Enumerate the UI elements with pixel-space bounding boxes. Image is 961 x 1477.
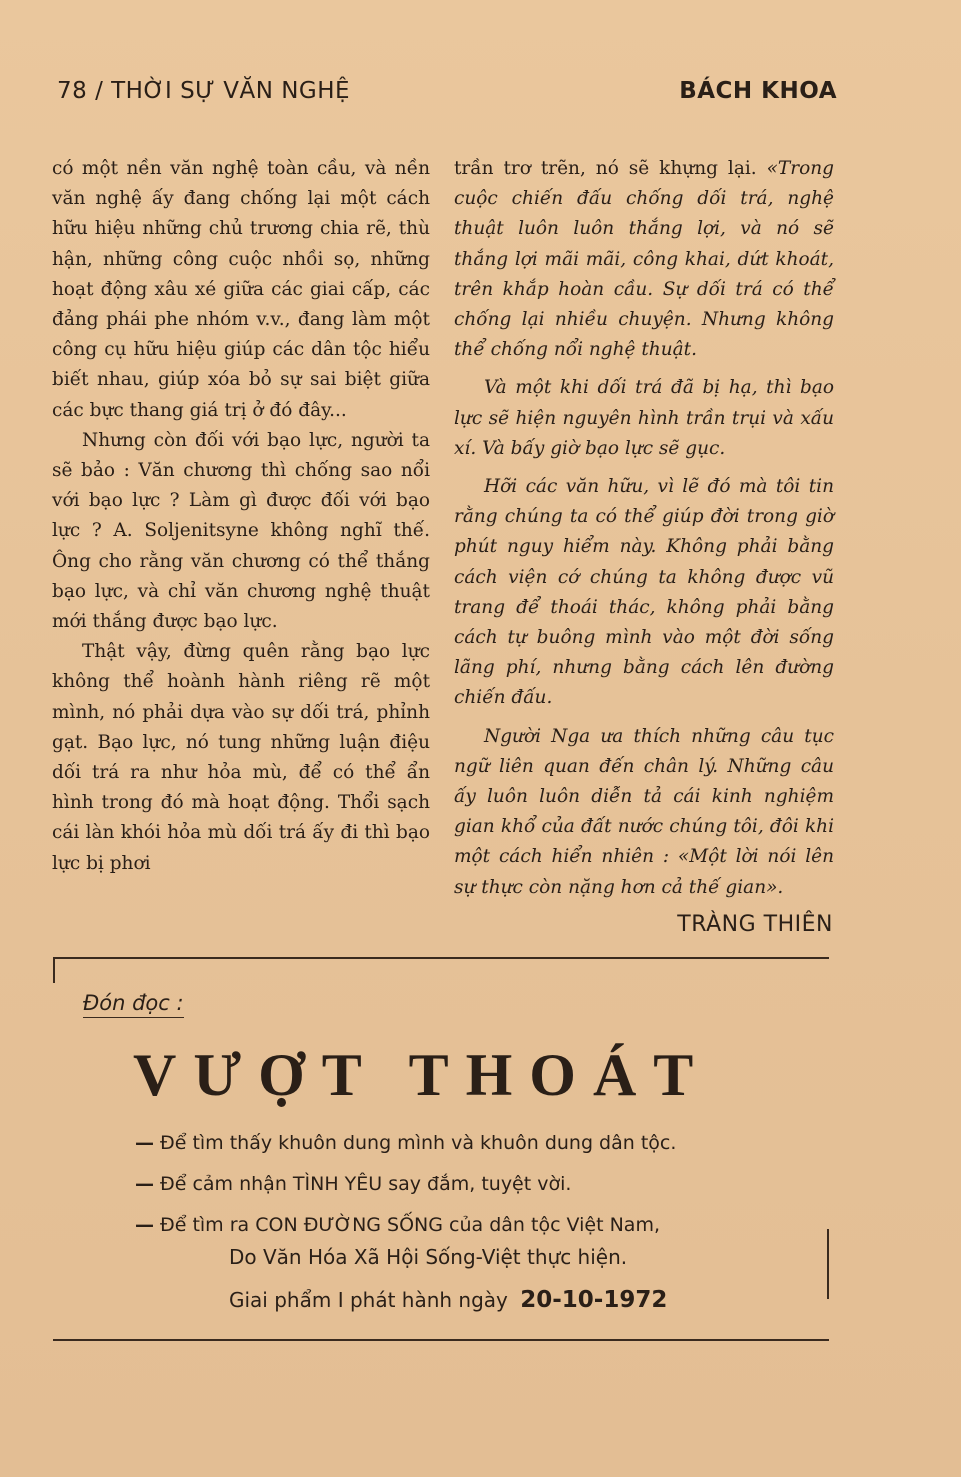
page-header: [57, 78, 837, 114]
paragraph: [454, 154, 834, 365]
dash: —: [135, 1214, 154, 1236]
paragraph: Nhưng còn đối với bạo lực, người ta sẽ bảo : Văn chương thì chống sao nổi với bạo lực ? Làm gì được đối với bạo lực ? A. Soljenitsyne không nghĩ thế. Ông cho rằng văn chương có thể thắng bạo lực, và chỉ văn chương nghệ thuật mới thắng được bạo lực.: [52, 429, 430, 633]
page-number-section: 78 / THỜI SỰ VĂN NGHỆ: [57, 78, 351, 104]
ad-bullet-text: Để tìm ra CON ĐƯỜNG SỐNG của dân tộc Việt Nam,: [160, 1214, 660, 1236]
release-label: Giai phẩm I phát hành ngày: [229, 1288, 508, 1312]
dash: —: [135, 1173, 154, 1195]
magazine-title: BÁCH KHOA: [679, 78, 837, 104]
release-date: 20-10-1972: [520, 1287, 668, 1313]
paragraph-start: trần trơ trẽn, nó sẽ khựng lại.: [454, 158, 767, 179]
ad-kicker: Đón đọc :: [83, 991, 184, 1018]
box-border: [53, 959, 55, 983]
ad-title: VƯỢT THOÁT: [133, 1042, 711, 1108]
author-signature: TRÀNG THIÊN: [677, 912, 833, 937]
paragraph: Thật vậy, đừng quên rằng bạo lực không thể hoành hành riêng rẽ một mình, nó phải dựa vào sự dối trá, phỉnh gạt. Bạo lực, nó tung những luận điệu dối trá ra như hỏa mù, để có thể ẩn hình trong đó mà hoạt động. Thổi sạch cái làn khói hỏa mù dối trá ấy đi thì bạo lực bị phơi: [52, 641, 430, 874]
ad-bullets: [135, 1123, 785, 1246]
dash: —: [135, 1132, 154, 1154]
right-column: [454, 154, 834, 903]
paragraph: Và một khi dối trá đã bị hạ, thì bạo lực sẽ hiện nguyên hình trần trụi và xấu xí. Và bấy giờ bạo lực sẽ gục.: [454, 377, 834, 459]
ad-bullet: [135, 1164, 785, 1205]
ad-bullet-text: Để cảm nhận TÌNH YÊU say đắm, tuyệt vời.: [160, 1173, 572, 1195]
paragraph: có một nền văn nghệ toàn cầu, và nền văn nghệ ấy đang chống lại một cách hữu hiệu những chủ trương chia rẽ, thù hận, những công cuộc nhồi sọ, những hoạt động xâu xé giữa các giai cấp, các đảng phái phe nhóm v.v., đang làm một công cụ hữu hiệu giúp các dân tộc hiểu biết nhau, giúp xóa bỏ sự sai biệt giữa các bực thang giá trị ở đó đây...: [52, 158, 430, 421]
ad-credit: Do Văn Hóa Xã Hội Sống-Việt thực hiện.: [229, 1245, 628, 1269]
box-border: [827, 1229, 829, 1299]
ad-bullet: [135, 1205, 785, 1246]
left-column: [52, 154, 430, 879]
quote: «Trong cuộc chiến đấu chống dối trá, nghệ thuật luôn luôn thắng lợi, và nó sẽ thắng lợi mãi mãi, công khai, dứt khoát, trên khắp hoàn cầu. Sự dối trá có thể chống lại nhiều chuyện. Nhưng không thể chống nổi nghệ thuật.: [454, 158, 834, 361]
ad-bullet-text: Để tìm thấy khuôn dung mình và khuôn dung dân tộc.: [160, 1132, 677, 1154]
advertisement-box: [53, 957, 829, 1341]
ad-release: [229, 1287, 667, 1313]
paragraph: Hỡi các văn hữu, vì lẽ đó mà tôi tin rằng chúng ta có thể giúp đời trong giờ phút nguy hiểm này. Không phải bằng cách viện cớ chúng ta không được vũ trang để thoái thác, không phải bằng cách tự buông mình vào một đời sống lãng phí, nhưng bằng cách lên đường chiến đấu.: [454, 476, 834, 709]
ad-bullet: [135, 1123, 785, 1164]
paragraph: Người Nga ưa thích những câu tục ngữ liên quan đến chân lý. Những câu ấy luôn luôn diễn tả cái kinh nghiệm gian khổ của đất nước chúng tôi, đôi khi một cách hiển nhiên : «Một lời nói lên sự thực còn nặng hơn cả thế gian».: [454, 725, 834, 898]
